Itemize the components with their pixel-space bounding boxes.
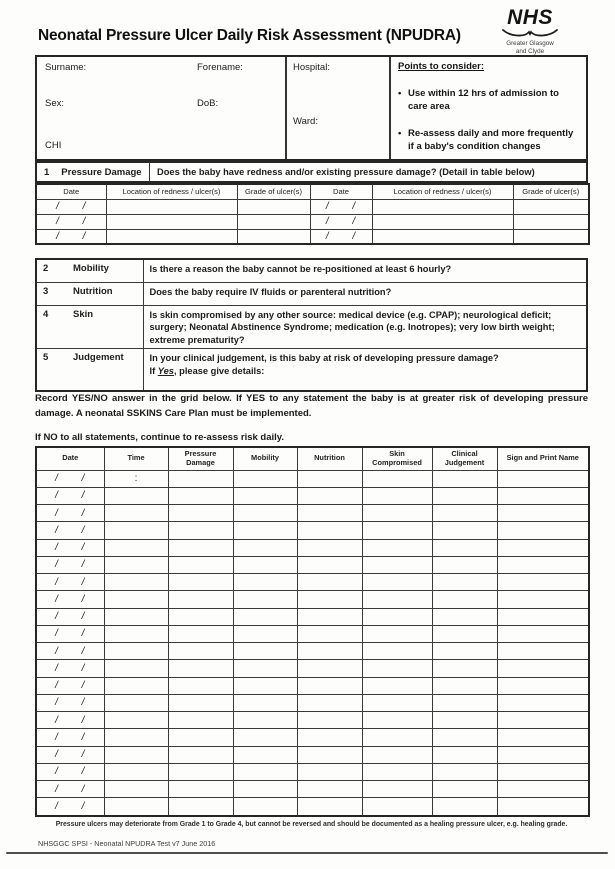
- criteria-question-cell: Does the baby require IV fluids or parenteral nutrition?: [143, 282, 587, 305]
- grid-row: [36, 539, 589, 556]
- grade-footnote: Pressure ulcers may deteriorate from Grade 1 to Grade 4, but cannot be reversed and should be documented as a healing pressure ulcer, e.g. healing grade.: [55, 821, 568, 828]
- clinical-judgement-cell: [432, 487, 497, 504]
- skin-compromised-cell: [362, 539, 432, 556]
- nhs-logo-text: NHS: [507, 6, 553, 29]
- mobility-cell: [233, 712, 297, 729]
- nutrition-cell: [297, 470, 362, 487]
- clinical-judgement-cell: [432, 694, 497, 711]
- grade-cell: [513, 214, 589, 229]
- sign-cell: [497, 625, 589, 642]
- location-cell: [372, 229, 513, 244]
- nutrition-cell: [297, 746, 362, 763]
- time-cell: [104, 505, 168, 522]
- column-header: Grade of ulcer(s): [237, 184, 310, 199]
- column-header: Location of redness / ulcer(s): [106, 184, 237, 199]
- nhs-logo: [490, 7, 570, 56]
- date-cell: / /: [36, 694, 104, 711]
- clinical-judgement-cell: [432, 574, 497, 591]
- grid-row: [36, 214, 589, 229]
- pressure-damage-cell: [168, 729, 233, 746]
- points-bullet-2: • Re-assess daily and more frequently if a baby's condition changes: [398, 128, 574, 152]
- grid-row: [36, 625, 589, 642]
- clinical-judgement-cell: [432, 677, 497, 694]
- clinical-judgement-cell: [432, 608, 497, 625]
- sign-cell: [497, 556, 589, 573]
- grid-row: [36, 798, 589, 816]
- criteria-question-cell: [143, 349, 587, 391]
- date-cell: / /: [36, 798, 104, 816]
- nutrition-cell: [297, 574, 362, 591]
- skin-compromised-cell: [362, 763, 432, 780]
- section-1-title-cell: [37, 163, 150, 181]
- bullet-icon: •: [398, 88, 402, 99]
- criteria-label-cell: 3 Nutrition: [36, 282, 143, 305]
- mobility-cell: [233, 763, 297, 780]
- sex-label: Sex:: [45, 98, 65, 109]
- grade-cell: [237, 214, 310, 229]
- column-header: Grade of ulcer(s): [513, 184, 589, 199]
- location-cell: [106, 229, 237, 244]
- clinical-judgement-cell: [432, 763, 497, 780]
- nutrition-cell: [297, 798, 362, 816]
- divider: [389, 57, 391, 159]
- pressure-damage-cell: [168, 746, 233, 763]
- criteria-label-cell: 2 Mobility: [36, 259, 143, 282]
- section-1-header: [35, 161, 588, 183]
- nutrition-cell: [297, 556, 362, 573]
- nutrition-cell: [297, 660, 362, 677]
- grid-row: [36, 591, 589, 608]
- mobility-cell: [233, 574, 297, 591]
- nutrition-cell: [297, 591, 362, 608]
- date-cell: / /: [36, 522, 104, 539]
- clinical-judgement-cell: [432, 522, 497, 539]
- sign-cell: [497, 763, 589, 780]
- section-number: 1: [44, 166, 50, 178]
- skin-compromised-cell: [362, 660, 432, 677]
- clinical-judgement-cell: [432, 798, 497, 816]
- nutrition-cell: [297, 522, 362, 539]
- section-1-question: Does the baby have redness and/or existing pressure damage? (Detail in table below): [157, 167, 535, 177]
- column-header: Clinical Judgement: [432, 447, 497, 470]
- grade-cell: [237, 199, 310, 214]
- date-cell: / /: [36, 487, 104, 504]
- date-cell: / /: [36, 729, 104, 746]
- date-cell: / /: [36, 781, 104, 798]
- time-cell: [104, 574, 168, 591]
- column-header: Sign and Print Name: [497, 447, 589, 470]
- nutrition-cell: [297, 643, 362, 660]
- sign-cell: [497, 643, 589, 660]
- nutrition-cell: [297, 694, 362, 711]
- criteria-label-cell: 5 Judgement: [36, 349, 143, 391]
- pressure-damage-cell: [168, 505, 233, 522]
- time-cell: [104, 522, 168, 539]
- grade-cell: [513, 199, 589, 214]
- grid-row: [36, 677, 589, 694]
- chi-label: CHI: [45, 140, 62, 151]
- date-cell: / /: [36, 660, 104, 677]
- points-bullet-1: • Use within 12 hrs of admission to care area: [398, 88, 559, 112]
- time-cell: [104, 746, 168, 763]
- clinical-judgement-cell: [432, 660, 497, 677]
- criteria-question-cell: Is skin compromised by any other source: medical device (e.g. CPAP); neurological deficit; surgery; Neonatal Abstinence Syndrome; medication (e.g. Inotropes); very low birth weight; extreme prematurity?: [143, 305, 587, 349]
- location-cell: [106, 214, 237, 229]
- date-cell: / /: [310, 199, 372, 214]
- daily-grid-header-row: [36, 447, 589, 470]
- clinical-judgement-cell: [432, 746, 497, 763]
- pressure-damage-cell: [168, 781, 233, 798]
- skin-compromised-cell: [362, 712, 432, 729]
- time-cell: [104, 798, 168, 816]
- mobility-cell: [233, 781, 297, 798]
- column-header: Date: [36, 447, 104, 470]
- nutrition-cell: [297, 781, 362, 798]
- pressure-damage-table: [35, 183, 590, 245]
- time-cell: [104, 608, 168, 625]
- date-cell: / /: [36, 229, 106, 244]
- sign-cell: [497, 608, 589, 625]
- sign-cell: [497, 574, 589, 591]
- mobility-cell: [233, 729, 297, 746]
- sign-cell: [497, 470, 589, 487]
- date-cell: / /: [36, 574, 104, 591]
- skin-compromised-cell: [362, 643, 432, 660]
- criteria-label-cell: 4 Skin: [36, 305, 143, 349]
- sign-cell: [497, 539, 589, 556]
- sign-cell: [497, 505, 589, 522]
- clinical-judgement-cell: [432, 556, 497, 573]
- dob-label: DoB:: [197, 98, 219, 109]
- page-title: Neonatal Pressure Ulcer Daily Risk Assessment (NPUDRA): [38, 27, 461, 44]
- date-cell: / /: [310, 229, 372, 244]
- grid-row: [36, 746, 589, 763]
- grade-cell: [237, 229, 310, 244]
- mobility-cell: [233, 591, 297, 608]
- skin-compromised-cell: [362, 625, 432, 642]
- date-cell: / /: [36, 214, 106, 229]
- grid-row: [36, 660, 589, 677]
- mobility-cell: [233, 798, 297, 816]
- record-instructions: Record YES/NO answer in the grid below. If YES to any statement the baby is at greater risk of developing pressure damage. A neonatal SSKINS Care Plan must be implemented.: [35, 393, 588, 419]
- date-cell: / /: [36, 643, 104, 660]
- patient-details-box: [35, 55, 588, 161]
- column-header: Nutrition: [297, 447, 362, 470]
- column-header: Date: [36, 184, 106, 199]
- nutrition-cell: [297, 677, 362, 694]
- mobility-cell: [233, 487, 297, 504]
- sign-cell: [497, 712, 589, 729]
- grid-row: [36, 694, 589, 711]
- nutrition-cell: [297, 608, 362, 625]
- grid-row: [36, 712, 589, 729]
- nutrition-cell: [297, 729, 362, 746]
- hospital-label: Hospital:: [293, 62, 330, 73]
- pressure-damage-cell: [168, 608, 233, 625]
- sign-cell: [497, 746, 589, 763]
- daily-assessment-grid: [35, 446, 590, 817]
- nutrition-cell: [297, 539, 362, 556]
- mobility-cell: [233, 539, 297, 556]
- page-edge-line: [6, 852, 608, 854]
- date-cell: / /: [36, 505, 104, 522]
- sign-cell: [497, 781, 589, 798]
- pressure-damage-cell: [168, 798, 233, 816]
- mobility-cell: [233, 660, 297, 677]
- pressure-damage-cell: [168, 574, 233, 591]
- mobility-cell: [233, 746, 297, 763]
- date-cell: / /: [36, 746, 104, 763]
- grid-row: [36, 781, 589, 798]
- nutrition-cell: [297, 712, 362, 729]
- grid-row: [36, 522, 589, 539]
- clinical-judgement-cell: [432, 625, 497, 642]
- pressure-damage-cell: [168, 487, 233, 504]
- nhs-swoosh-icon: [501, 28, 559, 39]
- divider: [285, 57, 287, 159]
- pressure-damage-cell: [168, 539, 233, 556]
- sign-cell: [497, 729, 589, 746]
- grid-row: [36, 470, 589, 487]
- time-cell: [104, 556, 168, 573]
- date-cell: / /: [36, 470, 104, 487]
- location-cell: [372, 214, 513, 229]
- skin-compromised-cell: [362, 470, 432, 487]
- skin-compromised-cell: [362, 677, 432, 694]
- column-header: Mobility: [233, 447, 297, 470]
- skin-compromised-cell: [362, 694, 432, 711]
- pressure-damage-cell: [168, 677, 233, 694]
- pressure-damage-cell: [168, 470, 233, 487]
- mobility-cell: [233, 505, 297, 522]
- nutrition-cell: [297, 625, 362, 642]
- pressure-damage-cell: [168, 591, 233, 608]
- skin-compromised-cell: [362, 574, 432, 591]
- mobility-cell: [233, 625, 297, 642]
- mobility-cell: [233, 677, 297, 694]
- pressure-damage-cell: [168, 556, 233, 573]
- grid-row: [36, 574, 589, 591]
- grid-row: [36, 763, 589, 780]
- criteria-row-nutrition: [36, 282, 587, 305]
- criteria-row-skin: [36, 305, 587, 349]
- skin-compromised-cell: [362, 522, 432, 539]
- time-cell: [104, 539, 168, 556]
- if-no-instruction: If NO to all statements, continue to re-assess risk daily.: [35, 432, 285, 443]
- document-version-footer: NHSGGC SPSI - Neonatal NPUDRA Test v7 June 2016: [38, 839, 216, 848]
- date-cell: / /: [36, 608, 104, 625]
- nutrition-cell: [297, 763, 362, 780]
- points-to-consider-heading: Points to consider:: [398, 61, 485, 72]
- criteria-row-judgement: [36, 349, 587, 391]
- column-header: Skin Compromised: [362, 447, 432, 470]
- pressure-damage-cell: [168, 522, 233, 539]
- ward-label: Ward:: [293, 116, 318, 127]
- column-header: Pressure Damage: [168, 447, 233, 470]
- time-cell: [104, 781, 168, 798]
- date-cell: / /: [310, 214, 372, 229]
- sign-cell: [497, 660, 589, 677]
- clinical-judgement-cell: [432, 712, 497, 729]
- date-cell: / /: [36, 763, 104, 780]
- skin-compromised-cell: [362, 781, 432, 798]
- column-header: Date: [310, 184, 372, 199]
- nutrition-cell: [297, 487, 362, 504]
- surname-label: Surname:: [45, 62, 87, 73]
- mobility-cell: [233, 556, 297, 573]
- time-cell: [104, 694, 168, 711]
- time-cell: [104, 677, 168, 694]
- grid-row: [36, 556, 589, 573]
- pressure-damage-cell: [168, 660, 233, 677]
- skin-compromised-cell: [362, 505, 432, 522]
- skin-compromised-cell: [362, 608, 432, 625]
- clinical-judgement-cell: [432, 539, 497, 556]
- date-cell: / /: [36, 625, 104, 642]
- judgement-question-line2: If Yes, please give details:: [149, 365, 265, 376]
- grid-row: [36, 229, 589, 244]
- clinical-judgement-cell: [432, 470, 497, 487]
- time-cell: [104, 591, 168, 608]
- sign-cell: [497, 677, 589, 694]
- pressure-damage-cell: [168, 694, 233, 711]
- mobility-cell: [233, 643, 297, 660]
- clinical-judgement-cell: [432, 781, 497, 798]
- date-cell: / /: [36, 591, 104, 608]
- date-cell: / /: [36, 712, 104, 729]
- column-header: Location of redness / ulcer(s): [372, 184, 513, 199]
- location-cell: [372, 199, 513, 214]
- skin-compromised-cell: [362, 798, 432, 816]
- grid-row: [36, 643, 589, 660]
- time-cell: [104, 763, 168, 780]
- time-cell: [104, 712, 168, 729]
- clinical-judgement-cell: [432, 729, 497, 746]
- clinical-judgement-cell: [432, 505, 497, 522]
- pressure-damage-cell: [168, 643, 233, 660]
- clinical-judgement-cell: [432, 643, 497, 660]
- skin-compromised-cell: [362, 746, 432, 763]
- criteria-table: [35, 258, 588, 392]
- damage-table-header-row: [36, 184, 589, 199]
- grid-row: [36, 729, 589, 746]
- nutrition-cell: [297, 505, 362, 522]
- time-cell: [104, 660, 168, 677]
- sign-cell: [497, 694, 589, 711]
- criteria-row-mobility: [36, 259, 587, 282]
- skin-compromised-cell: [362, 487, 432, 504]
- time-cell: [104, 487, 168, 504]
- time-cell: [104, 729, 168, 746]
- clinical-judgement-cell: [432, 591, 497, 608]
- bullet-icon: •: [398, 128, 402, 139]
- grade-cell: [513, 229, 589, 244]
- grid-row: [36, 199, 589, 214]
- pressure-damage-cell: [168, 763, 233, 780]
- mobility-cell: [233, 694, 297, 711]
- column-header: Time: [104, 447, 168, 470]
- sign-cell: [497, 522, 589, 539]
- mobility-cell: [233, 522, 297, 539]
- criteria-question-cell: Is there a reason the baby cannot be re-positioned at least 6 hourly?: [143, 259, 587, 282]
- mobility-cell: [233, 608, 297, 625]
- pressure-damage-cell: [168, 712, 233, 729]
- date-cell: / /: [36, 556, 104, 573]
- forename-label: Forename:: [197, 62, 243, 73]
- sign-cell: [497, 487, 589, 504]
- grid-row: [36, 505, 589, 522]
- date-cell: / /: [36, 199, 106, 214]
- skin-compromised-cell: [362, 591, 432, 608]
- date-cell: / /: [36, 677, 104, 694]
- nhs-region-text: Greater Glasgow and Clyde: [506, 40, 554, 55]
- sign-cell: [497, 798, 589, 816]
- grid-row: [36, 608, 589, 625]
- grid-row: [36, 487, 589, 504]
- sign-cell: [497, 591, 589, 608]
- time-cell: :: [104, 470, 168, 487]
- judgement-question-line1: In your clinical judgement, is this baby at risk of developing pressure damage?: [149, 353, 499, 364]
- skin-compromised-cell: [362, 729, 432, 746]
- section-label: Pressure Damage: [61, 166, 142, 178]
- skin-compromised-cell: [362, 556, 432, 573]
- pressure-damage-cell: [168, 625, 233, 642]
- date-cell: / /: [36, 539, 104, 556]
- time-cell: [104, 625, 168, 642]
- time-cell: [104, 643, 168, 660]
- mobility-cell: [233, 470, 297, 487]
- location-cell: [106, 199, 237, 214]
